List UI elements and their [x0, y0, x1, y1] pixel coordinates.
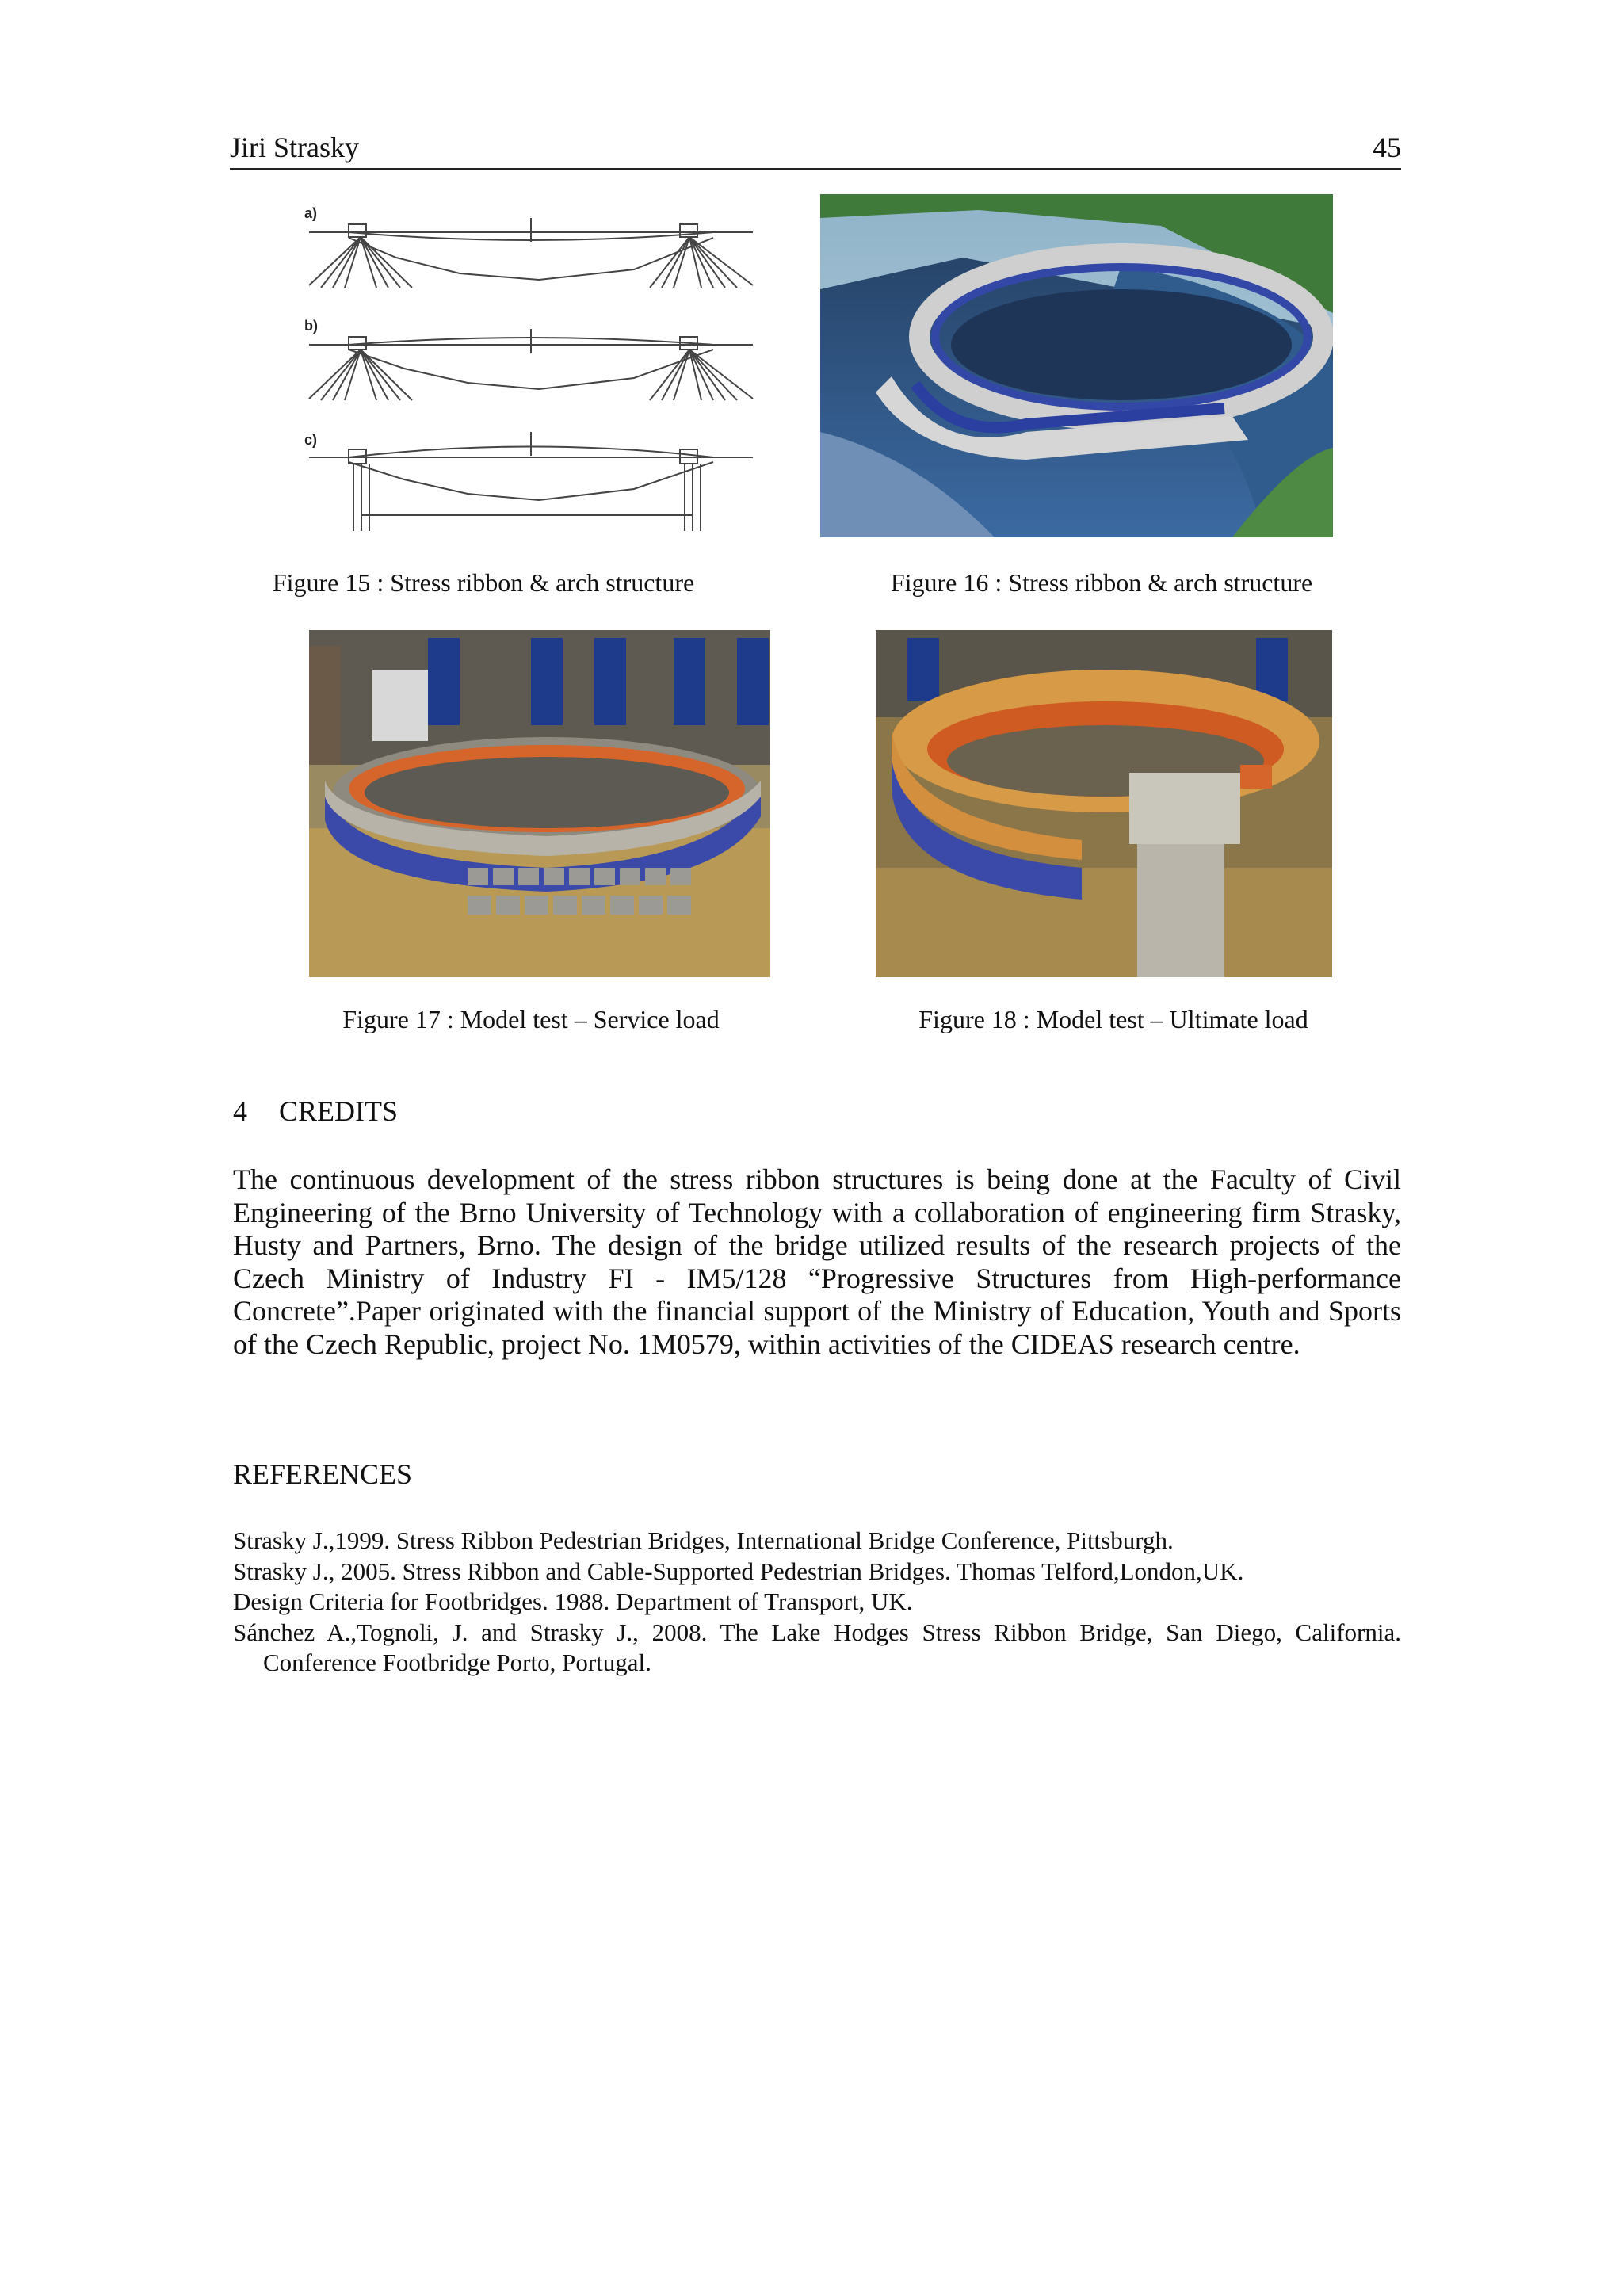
credits-section-number: 4	[233, 1095, 247, 1127]
figure-17-svg	[309, 630, 770, 977]
figure-15-drawing	[301, 194, 761, 535]
header-author: Jiri Strasky	[230, 132, 360, 163]
figure-15-svg	[301, 194, 761, 535]
page-header	[230, 127, 1401, 170]
figure-16-rendering	[820, 194, 1333, 537]
figure-15-caption: Figure 15 : Stress ribbon & arch structure	[272, 568, 695, 597]
figure-15-label-b: b)	[304, 318, 318, 334]
credits-heading	[233, 1094, 398, 1129]
figure-18-caption: Figure 18 : Model test – Ultimate load	[918, 1005, 1308, 1033]
reference-item: Strasky J.,1999. Stress Ribbon Pedestrian Bridges, International Bridge Conference, Pittsburgh.	[233, 1526, 1174, 1554]
credits-section-title: CREDITS	[279, 1095, 399, 1127]
figure-18-svg	[876, 630, 1332, 977]
figure-15-label-c: c)	[304, 432, 318, 448]
credits-paragraph: The continuous development of the stress ribbon structures is being done at the Faculty of Civil Engineering of the Brno University of Technology with a collaboration of engineering firm Strasky, Husty and Partners, Brno. The design of the bridge utilized results of the research projects of the Czech Ministry of Industry FI - IM5/128 “Progressive Structures from High-performance Concrete”.Paper originated with the financial support of the Ministry of Education, Youth and Sports of the Czech Republic, project No. 1M0579, within activities of the CIDEAS research centre.	[233, 1163, 1401, 1360]
reference-item: Sánchez A.,Tognoli, J. and Strasky J., 2008. The Lake Hodges Stress Ribbon Bridge, San Diego, California. Conference Footbridge Porto, Portugal.	[233, 1618, 1401, 1676]
reference-item: Design Criteria for Footbridges. 1988. Department of Transport, UK.	[233, 1587, 913, 1615]
figure-15-label-a: a)	[304, 205, 318, 221]
figure-18-photo	[876, 630, 1332, 977]
figure-17-photo	[309, 630, 770, 977]
references-heading: REFERENCES	[233, 1458, 413, 1490]
reference-item: Strasky J., 2005. Stress Ribbon and Cable-Supported Pedestrian Bridges. Thomas Telford,London,UK.	[233, 1557, 1244, 1585]
figure-16-svg	[820, 194, 1333, 537]
figure-17-caption: Figure 17 : Model test – Service load	[342, 1005, 720, 1033]
header-page-number: 45	[1373, 132, 1401, 163]
figure-16-caption: Figure 16 : Stress ribbon & arch structure	[890, 568, 1313, 597]
references-list	[233, 1526, 1401, 1679]
